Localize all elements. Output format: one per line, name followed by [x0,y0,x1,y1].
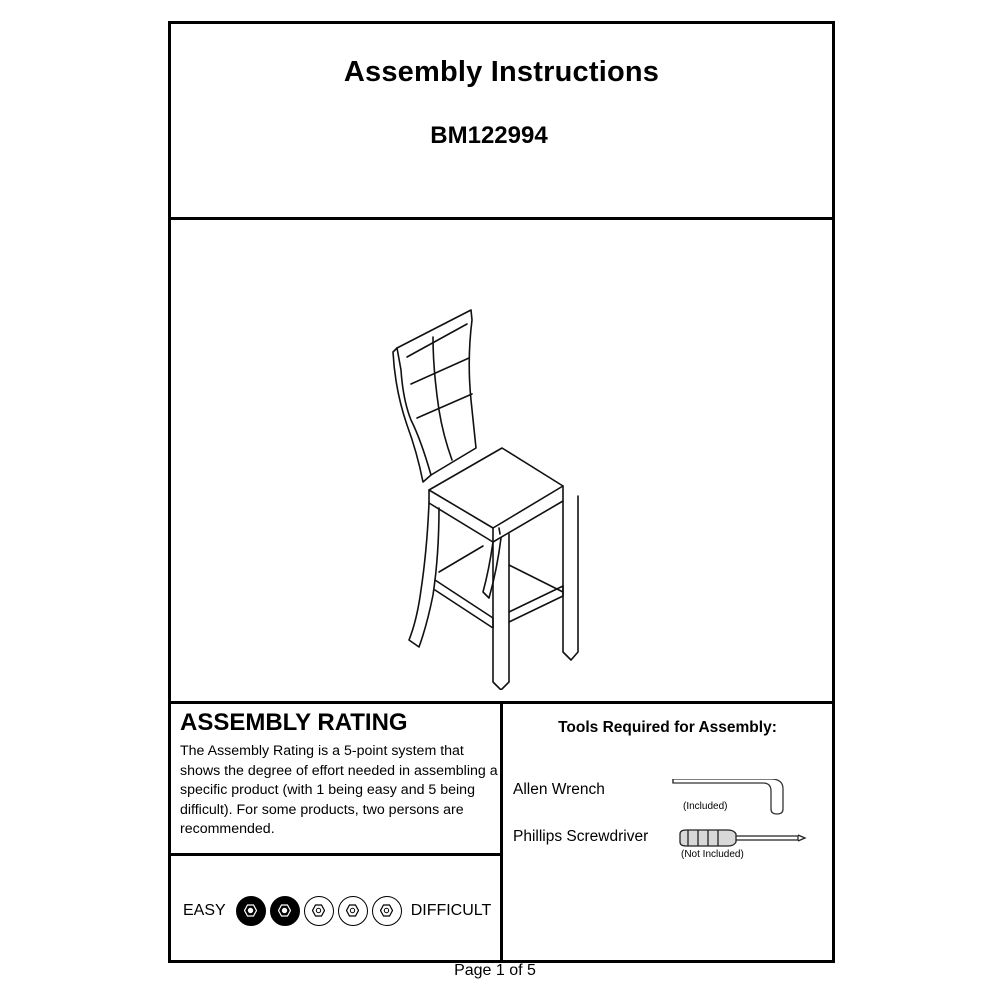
instruction-sheet [168,21,835,963]
rating-dots [236,896,406,926]
allen-wrench-note: (Included) [683,801,728,812]
assembly-rating-description: The Assembly Rating is a 5-point system that shows the degree of effort needed in assembling a specific product (with 1 being easy and 5 being difficult). For some products, two persons are recommended. [180,743,498,837]
rating-scale [183,894,491,928]
header-section [171,24,832,220]
rating-dot-5 [372,896,402,926]
difficult-label: DIFFICULT [410,902,492,919]
phillips-screwdriver-label: Phillips Screwdriver [513,828,649,845]
page-title: Assembly Instructions [343,56,660,88]
assembly-rating-section [171,704,503,856]
tools-section [503,704,832,960]
chair-illustration [371,290,611,690]
phillips-screwdriver-note: (Not Included) [681,849,744,860]
hex-nut-icon [346,904,359,917]
hex-nut-icon [244,904,257,917]
rating-dot-2 [270,896,300,926]
product-image-area [171,220,832,704]
hex-nut-icon [312,904,325,917]
screwdriver-icon [678,828,808,848]
model-number: BM122994 [430,122,548,149]
allen-wrench-label: Allen Wrench [513,781,605,798]
tools-title: Tools Required for Assembly: [558,719,777,736]
hex-nut-icon [380,904,393,917]
rating-dot-4 [338,896,368,926]
rating-scale-section [171,856,503,960]
rating-dot-1 [236,896,266,926]
hex-nut-icon [278,904,291,917]
page-number: Page 1 of 5 [454,962,536,979]
assembly-rating-title: ASSEMBLY RATING [180,709,408,736]
easy-label: EASY [183,902,226,919]
rating-dot-3 [304,896,334,926]
